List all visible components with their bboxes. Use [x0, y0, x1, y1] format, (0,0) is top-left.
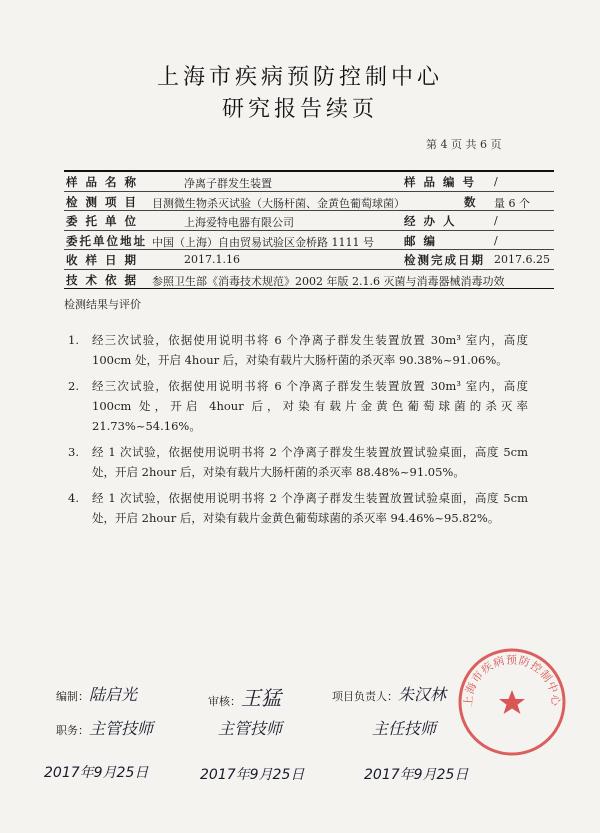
reviewer-signature: 王猛 [241, 686, 281, 710]
reviewer-title-block [218, 716, 282, 739]
info-row-sample-name [64, 172, 554, 192]
info-right-label: 样 品 编 号 [404, 175, 477, 189]
info-right-label: 检测完成日期 [404, 253, 485, 267]
finding-item [68, 330, 528, 370]
info-row-client-address [64, 231, 554, 251]
finding-item [68, 442, 528, 482]
findings-list [68, 330, 528, 534]
finding-item [68, 376, 528, 436]
info-label: 样 品 名 称 [66, 175, 139, 189]
info-row-client [64, 211, 554, 231]
report-subtitle: 研究报告续页 [221, 97, 378, 122]
reviewer-block [208, 682, 281, 711]
info-right-value: / [494, 233, 498, 247]
info-value: 中国（上海）自由贸易试验区金桥路 1111 号 [152, 235, 374, 249]
info-row-technical-basis [64, 270, 554, 289]
finding-number: 3. [68, 445, 79, 459]
info-right-value: / [494, 214, 498, 227]
title-label: 职务： [56, 724, 89, 737]
compiler-date: 2017年9月25日 [44, 765, 149, 781]
info-value: 2017.1.16 [184, 253, 240, 266]
info-label: 委 托 单 位 [66, 214, 139, 228]
reviewer-title: 主管技师 [218, 719, 283, 738]
compiler-signature: 陆启光 [89, 685, 138, 704]
info-value: 净离子群发生装置 [184, 177, 272, 190]
finding-text: 经 1 次试验，依据使用说明书将 2 个净离子群发生装置放置试验桌面，高度 5cm 处，开启 2hour 后，对染有载片大肠杆菌的杀灭率 88.48%~91.05%。 [92, 445, 528, 479]
info-label: 技 术 依 据 [66, 272, 139, 287]
info-label: 检 测 项 目 [66, 194, 139, 209]
lead-title: 主任技师 [372, 719, 437, 738]
info-row-dates [64, 250, 554, 270]
reviewer-label: 审核： [208, 695, 241, 708]
info-label: 委托单位地址 [66, 233, 147, 248]
svg-text:上海市疾病预防控制中心: 上海市疾病预防控制中心 [461, 653, 563, 708]
info-label: 收 样 日 期 [66, 253, 139, 267]
info-row-test-item [64, 192, 554, 212]
finding-number: 2. [68, 379, 79, 393]
reviewer-date: 2017年9月25日 [200, 767, 305, 783]
project-lead-block [332, 682, 446, 705]
compiler-label: 编制： [56, 690, 89, 703]
finding-text: 经三次试验，依据使用说明书将 6 个净离子群发生装置放置 30m³ 室内，高度 100cm 处，开启 4hour 后，对染有载片大肠杆菌的杀灭率 90.38%~91.06%。 [92, 333, 528, 367]
seal-star [499, 690, 525, 714]
info-value: 参照卫生部《消毒技术规范》2002 年版 2.1.6 灭菌与消毒器械消毒功效 [152, 274, 505, 288]
finding-text: 经三次试验，依据使用说明书将 6 个净离子群发生装置放置 30m³ 室内，高度 100cm 处，开启 4hour 后，对染有载片金黄色葡萄球菌的杀灭率 21.73%~54.16%。 [92, 379, 528, 433]
official-seal-icon [456, 646, 568, 758]
compiler-block [56, 682, 137, 705]
project-lead-label: 项目负责人： [332, 690, 398, 703]
lead-date: 2017年9月25日 [364, 767, 469, 783]
info-right-value: 2017.6.25 [494, 253, 550, 266]
finding-number: 4. [68, 491, 79, 505]
project-lead-signature: 朱汉林 [398, 685, 447, 704]
info-right-value: / [494, 175, 498, 188]
info-right-label: 邮 编 [404, 233, 438, 248]
page-number: 第 4 页 共 6 页 [426, 138, 502, 151]
info-value: 目测微生物杀灭试验（大肠杆菌、金黄色葡萄球菌） [152, 196, 405, 210]
finding-text: 经 1 次试验，依据使用说明书将 2 个净离子群发生装置放置试验桌面，高度 5cm 处，开启 2hour 后，对染有载片金黄色葡萄球菌的杀灭率 94.46%~95.82%。 [92, 491, 528, 525]
info-right-label: 经 办 人 [404, 214, 457, 228]
finding-item [68, 488, 528, 528]
sample-info-table [64, 170, 554, 289]
info-right-value: 量 6 个 [494, 196, 530, 210]
report-title: 上海市疾病预防控制中心 [156, 65, 443, 90]
lead-title-block [372, 716, 436, 739]
finding-number: 1. [68, 333, 79, 347]
info-right-label: 数 [464, 194, 478, 209]
compiler-title-block [56, 716, 153, 739]
section-title: 检测结果与评价 [64, 298, 141, 311]
info-value: 上海爱特电器有限公司 [184, 216, 294, 229]
compiler-title: 主管技师 [89, 719, 154, 738]
